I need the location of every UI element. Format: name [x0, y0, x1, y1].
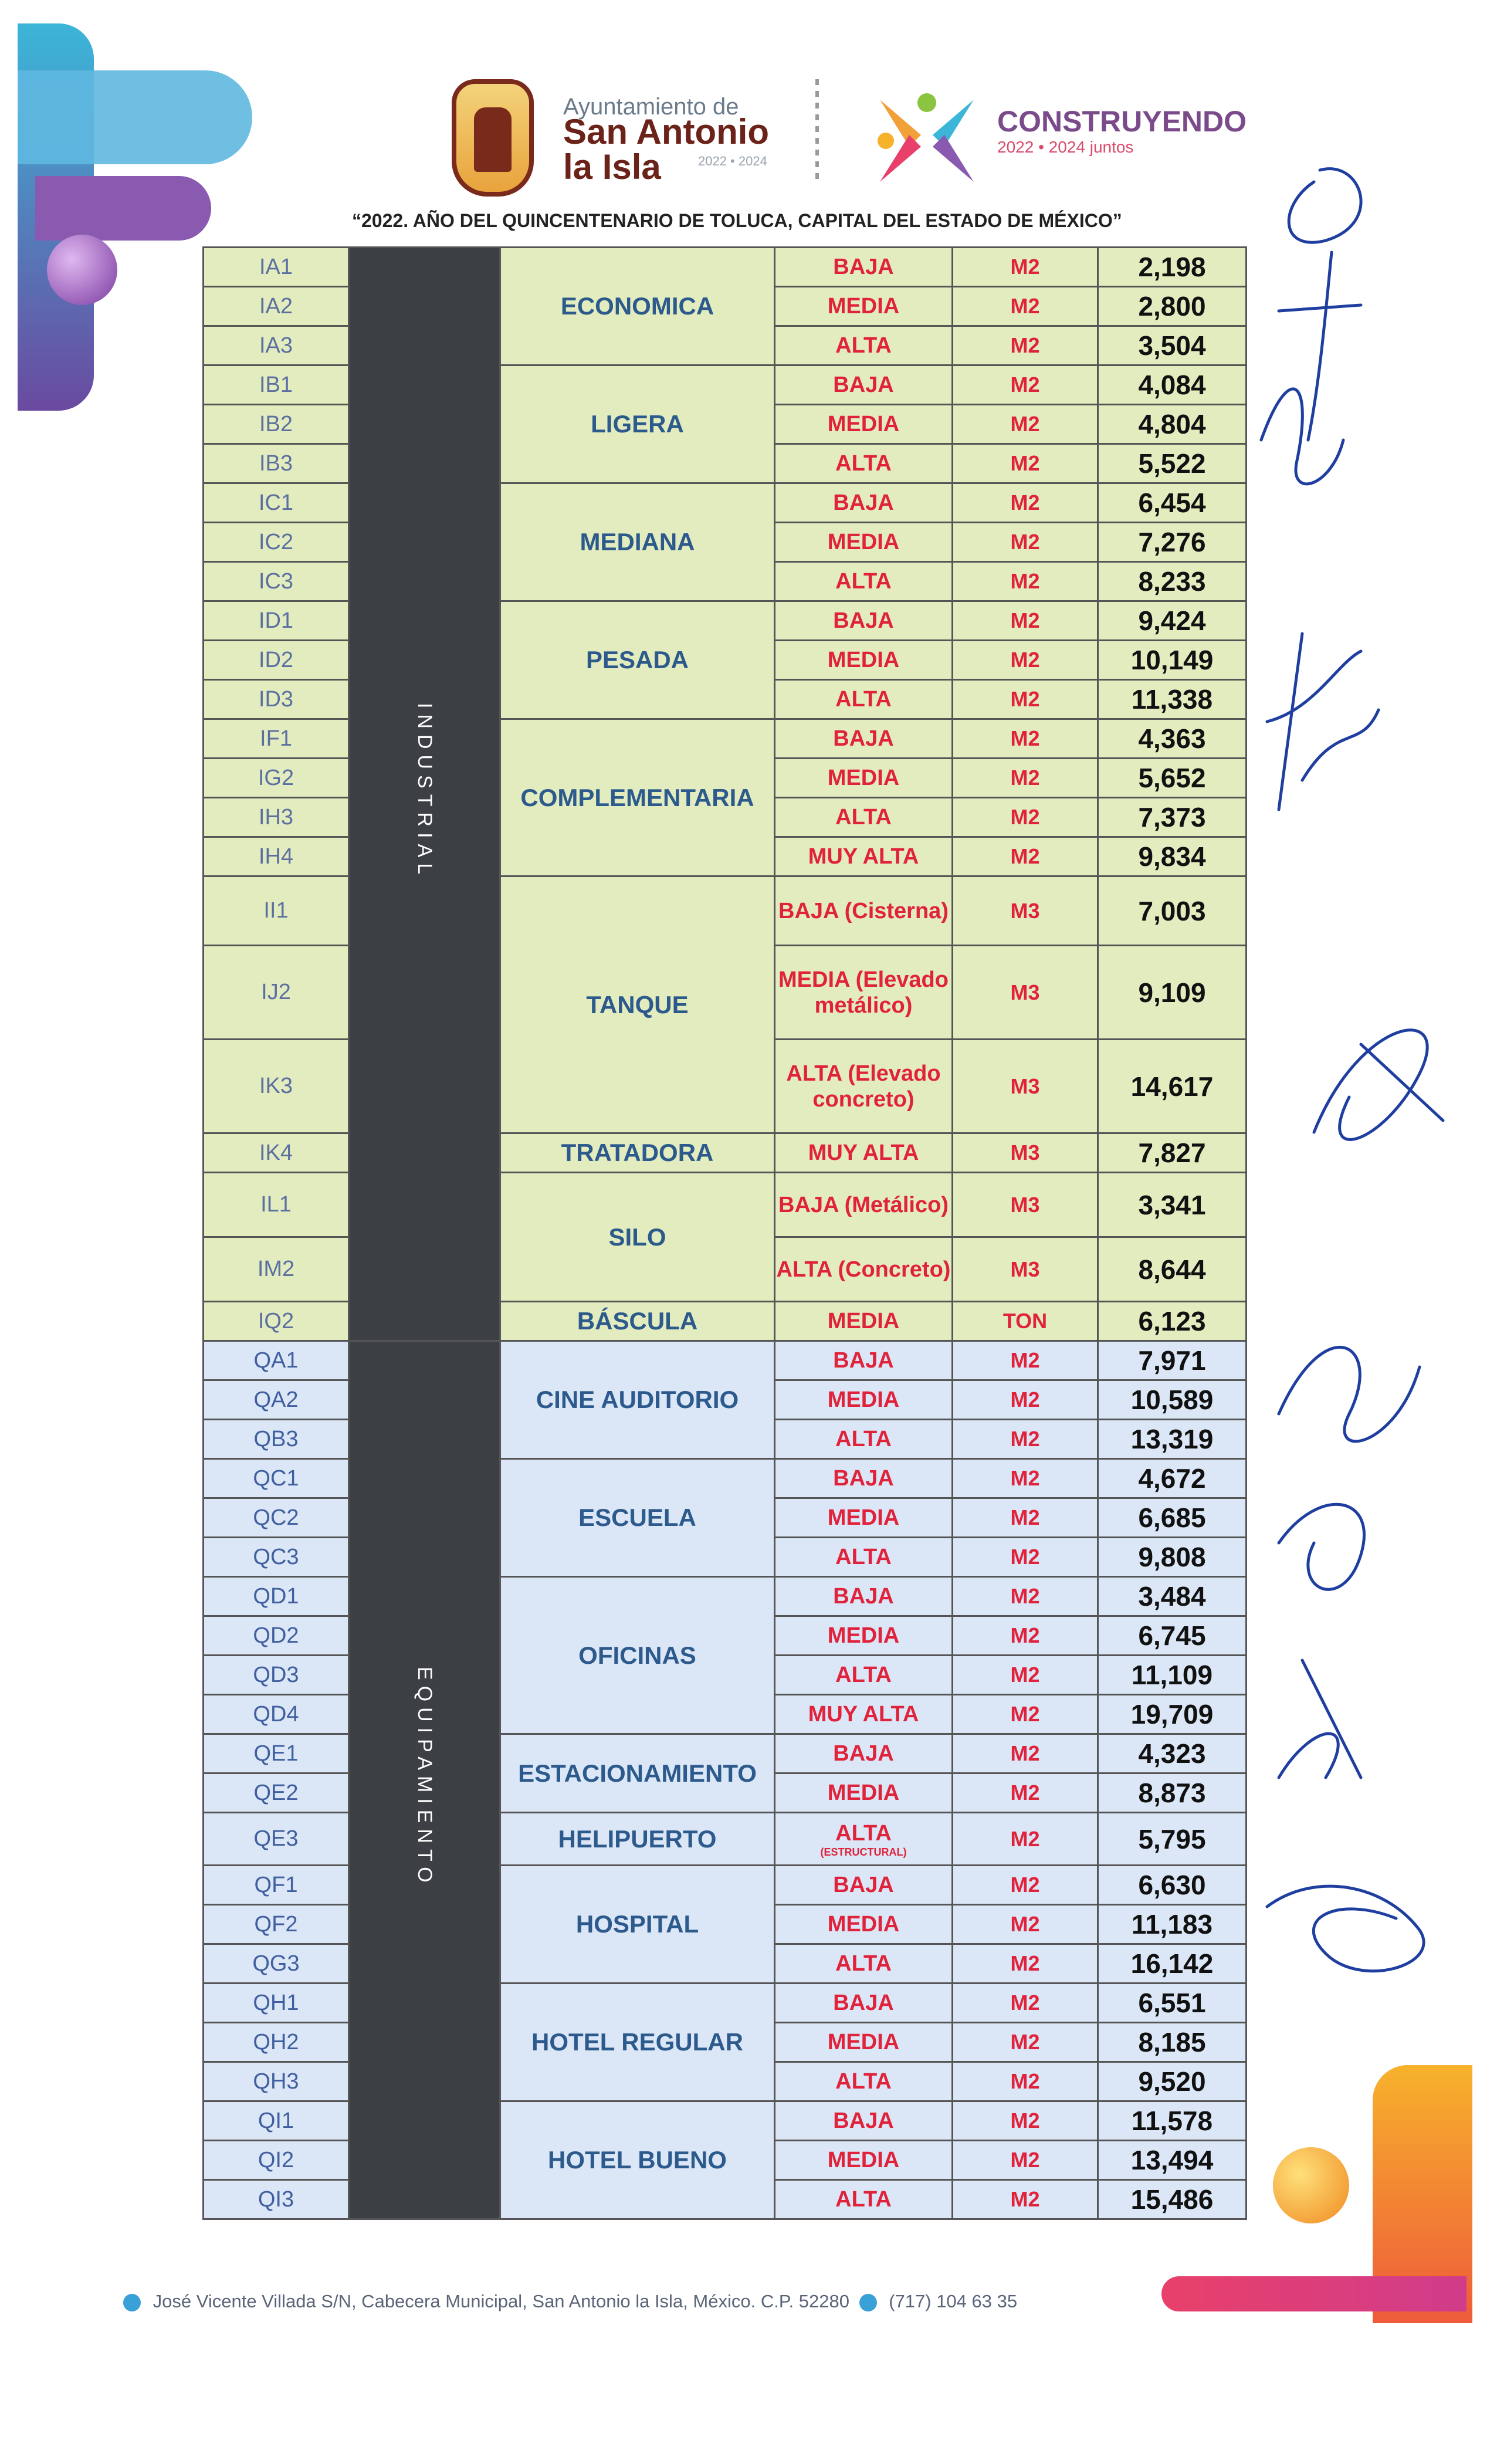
row-code: QF1	[204, 1866, 349, 1905]
row-code: IB2	[204, 405, 349, 444]
row-code: QD2	[204, 1616, 349, 1656]
row-code: IB3	[204, 444, 349, 483]
row-unit: M2	[953, 641, 1098, 680]
row-level: BAJA	[775, 483, 953, 523]
row-value: 11,109	[1098, 1656, 1247, 1695]
row-unit: M3	[953, 1173, 1098, 1237]
row-unit: M2	[953, 1459, 1098, 1498]
row-unit: M2	[953, 365, 1098, 405]
decorative-bar-bottom-right	[1161, 2276, 1466, 2311]
signature-3	[1267, 634, 1379, 810]
row-value: 8,644	[1098, 1237, 1247, 1302]
row-level: MEDIA	[775, 1773, 953, 1813]
row-code: IB1	[204, 365, 349, 405]
row-unit: M3	[953, 876, 1098, 946]
row-code: IQ2	[204, 1302, 349, 1341]
row-value: 14,617	[1098, 1040, 1247, 1133]
row-code: IF1	[204, 719, 349, 759]
row-level: MEDIA	[775, 759, 953, 798]
row-value: 9,834	[1098, 837, 1247, 876]
row-unit: M2	[953, 1773, 1098, 1813]
row-unit: M2	[953, 2101, 1098, 2141]
row-level: ALTA	[775, 798, 953, 837]
row-unit: M2	[953, 719, 1098, 759]
row-code: QD1	[204, 1577, 349, 1616]
row-unit: M2	[953, 405, 1098, 444]
row-value: 13,319	[1098, 1420, 1247, 1459]
row-code: QE3	[204, 1813, 349, 1866]
row-unit: M2	[953, 798, 1098, 837]
row-code: IL1	[204, 1173, 349, 1237]
row-unit: M3	[953, 1237, 1098, 1302]
row-level: BAJA	[775, 1577, 953, 1616]
row-value: 6,454	[1098, 483, 1247, 523]
signature-4	[1314, 1030, 1443, 1140]
sector-industrial	[349, 248, 500, 1341]
campaign-subtitle: 2022 • 2024 juntos	[997, 138, 1134, 156]
row-unit: M2	[953, 2062, 1098, 2101]
row-unit: M2	[953, 1984, 1098, 2023]
row-value: 8,873	[1098, 1773, 1247, 1813]
campaign-title: CONSTRUYENDO	[997, 105, 1247, 138]
row-level: MEDIA	[775, 1498, 953, 1538]
row-unit: M2	[953, 326, 1098, 365]
row-value: 5,652	[1098, 759, 1247, 798]
handwritten-signatures	[1244, 135, 1490, 2071]
row-level	[775, 1813, 953, 1866]
row-level: MEDIA	[775, 1302, 953, 1341]
row-unit: M3	[953, 946, 1098, 1040]
row-unit: M2	[953, 2141, 1098, 2180]
row-code: QI2	[204, 2141, 349, 2180]
row-level: ALTA	[775, 1944, 953, 1984]
row-level: MUY ALTA	[775, 1133, 953, 1173]
row-value: 3,341	[1098, 1173, 1247, 1237]
row-level: ALTA	[775, 1656, 953, 1695]
row-code: ID1	[204, 601, 349, 641]
row-code: IA2	[204, 287, 349, 326]
row-value: 4,323	[1098, 1734, 1247, 1773]
row-value: 13,494	[1098, 2141, 1247, 2180]
row-value: 4,084	[1098, 365, 1247, 405]
group-tratadora: TRATADORA	[500, 1133, 775, 1173]
row-value: 5,795	[1098, 1813, 1247, 1866]
row-value: 5,522	[1098, 444, 1247, 483]
row-value: 7,827	[1098, 1133, 1247, 1173]
row-value: 9,109	[1098, 946, 1247, 1040]
row-value: 10,149	[1098, 641, 1247, 680]
row-level: MEDIA	[775, 641, 953, 680]
row-level: MEDIA	[775, 405, 953, 444]
row-level: ALTA (Elevado concreto)	[775, 1040, 953, 1133]
location-pin-icon	[123, 2294, 141, 2311]
row-level: ALTA	[775, 2180, 953, 2219]
group-cine-auditorio: CINE AUDITORIO	[500, 1341, 775, 1459]
row-level: ALTA	[775, 2062, 953, 2101]
row-level: MEDIA (Elevado metálico)	[775, 946, 953, 1040]
row-unit: M2	[953, 1734, 1098, 1773]
row-unit: M2	[953, 601, 1098, 641]
construction-values-table	[202, 246, 1247, 2220]
row-unit: M3	[953, 1040, 1098, 1133]
row-level: BAJA	[775, 1866, 953, 1905]
row-unit: M2	[953, 1695, 1098, 1734]
row-unit: M2	[953, 1813, 1098, 1866]
row-value: 6,745	[1098, 1616, 1247, 1656]
group-ligera: LIGERA	[500, 365, 775, 483]
row-value: 8,185	[1098, 2023, 1247, 2062]
row-level: ALTA	[775, 1538, 953, 1577]
row-level-note: (ESTRUCTURAL)	[820, 1846, 907, 1858]
row-level: BAJA (Metálico)	[775, 1173, 953, 1237]
row-value: 9,808	[1098, 1538, 1247, 1577]
row-code: QH2	[204, 2023, 349, 2062]
group-escuela: ESCUELA	[500, 1459, 775, 1577]
row-level: BAJA	[775, 601, 953, 641]
row-code: IG2	[204, 759, 349, 798]
row-value: 19,709	[1098, 1695, 1247, 1734]
row-unit: M2	[953, 1866, 1098, 1905]
row-code: QA2	[204, 1380, 349, 1420]
sector-industrial-label: INDUSTRIAL	[414, 702, 436, 881]
row-value: 11,338	[1098, 680, 1247, 719]
row-unit: M2	[953, 287, 1098, 326]
row-unit: M2	[953, 444, 1098, 483]
row-level: ALTA	[775, 680, 953, 719]
row-unit: M2	[953, 1577, 1098, 1616]
row-level: MEDIA	[775, 1380, 953, 1420]
ayuntamiento-name-line-1: San Antonio	[563, 112, 770, 151]
row-value: 2,800	[1098, 287, 1247, 326]
row-unit: M2	[953, 759, 1098, 798]
group-bascula: BÁSCULA	[500, 1302, 775, 1341]
row-code: IC2	[204, 523, 349, 562]
row-code: II1	[204, 876, 349, 946]
row-unit: M2	[953, 248, 1098, 287]
ayuntamiento-name-line-2: la Isla	[563, 147, 661, 187]
group-mediana: MEDIANA	[500, 483, 775, 601]
phone-icon	[859, 2294, 877, 2311]
group-complementaria: COMPLEMENTARIA	[500, 719, 775, 876]
row-level: ALTA	[775, 326, 953, 365]
row-value: 7,971	[1098, 1341, 1247, 1380]
row-code: QD4	[204, 1695, 349, 1734]
signature-8	[1267, 1886, 1424, 1971]
row-level: BAJA	[775, 719, 953, 759]
row-level: BAJA	[775, 365, 953, 405]
group-hospital: HOSPITAL	[500, 1866, 775, 1984]
row-unit: M2	[953, 483, 1098, 523]
row-level: MEDIA	[775, 1905, 953, 1944]
row-code: IJ2	[204, 946, 349, 1040]
construyendo-logo-icon	[868, 82, 985, 199]
page-footer	[123, 2291, 1179, 2320]
table-row	[204, 1341, 1247, 1380]
row-code: ID2	[204, 641, 349, 680]
row-code: IC1	[204, 483, 349, 523]
row-level: BAJA	[775, 2101, 953, 2141]
group-silo: SILO	[500, 1173, 775, 1302]
page-tagline: “2022. AÑO DEL QUINCENTENARIO DE TOLUCA, CAPITAL DEL ESTADO DE MÉXICO”	[352, 210, 1122, 231]
row-level: MEDIA	[775, 523, 953, 562]
row-code: IM2	[204, 1237, 349, 1302]
row-level: BAJA (Cisterna)	[775, 876, 953, 946]
row-value: 8,233	[1098, 562, 1247, 601]
row-unit: M3	[953, 1133, 1098, 1173]
row-unit: M2	[953, 1341, 1098, 1380]
row-level: ALTA	[775, 444, 953, 483]
row-level: MEDIA	[775, 2023, 953, 2062]
row-code: QI3	[204, 2180, 349, 2219]
row-level: ALTA	[775, 562, 953, 601]
row-unit: M2	[953, 837, 1098, 876]
signature-5	[1279, 1347, 1420, 1441]
row-unit: M2	[953, 1380, 1098, 1420]
row-code: IC3	[204, 562, 349, 601]
row-value: 15,486	[1098, 2180, 1247, 2219]
row-value: 6,685	[1098, 1498, 1247, 1538]
row-code: IH3	[204, 798, 349, 837]
row-unit: M2	[953, 1616, 1098, 1656]
row-code: QG3	[204, 1944, 349, 1984]
row-value: 4,672	[1098, 1459, 1247, 1498]
row-unit: M2	[953, 1538, 1098, 1577]
row-level: MUY ALTA	[775, 1695, 953, 1734]
row-unit: M2	[953, 1498, 1098, 1538]
row-value: 4,804	[1098, 405, 1247, 444]
row-unit: M2	[953, 2023, 1098, 2062]
footer-phone: (717) 104 63 35	[889, 2291, 1018, 2311]
signature-7	[1279, 1660, 1361, 1778]
row-code: IK4	[204, 1133, 349, 1173]
ayuntamiento-name	[563, 114, 769, 185]
ayuntamiento-label: Ayuntamiento de	[563, 94, 739, 120]
row-value: 3,484	[1098, 1577, 1247, 1616]
row-unit: M2	[953, 1420, 1098, 1459]
footer-address: José Vicente Villada S/N, Cabecera Municipal, San Antonio la Isla, México. C.P. 52280	[153, 2291, 849, 2311]
header-divider	[815, 79, 819, 185]
row-code: QH1	[204, 1984, 349, 2023]
group-economica: ECONOMICA	[500, 248, 775, 365]
signature-6	[1279, 1504, 1364, 1589]
row-code: IA3	[204, 326, 349, 365]
row-level: ALTA (Concreto)	[775, 1237, 953, 1302]
row-unit: M2	[953, 680, 1098, 719]
row-code: IK3	[204, 1040, 349, 1133]
row-level: BAJA	[775, 1734, 953, 1773]
decorative-ball-bottom-right	[1273, 2147, 1349, 2223]
group-tanque: TANQUE	[500, 876, 775, 1133]
row-value: 7,276	[1098, 523, 1247, 562]
row-value: 3,504	[1098, 326, 1247, 365]
row-code: QE2	[204, 1773, 349, 1813]
group-hotel-bueno: HOTEL BUENO	[500, 2101, 775, 2219]
row-code: IH4	[204, 837, 349, 876]
row-value: 2,198	[1098, 248, 1247, 287]
row-value: 4,363	[1098, 719, 1247, 759]
row-unit: M2	[953, 1944, 1098, 1984]
row-value: 9,424	[1098, 601, 1247, 641]
row-level: BAJA	[775, 1341, 953, 1380]
row-unit: M2	[953, 1905, 1098, 1944]
row-code: QC3	[204, 1538, 349, 1577]
group-oficinas: OFICINAS	[500, 1577, 775, 1734]
municipal-coat-of-arms-icon	[452, 79, 534, 197]
group-estacionamiento: ESTACIONAMIENTO	[500, 1734, 775, 1813]
row-value: 9,520	[1098, 2062, 1247, 2101]
row-unit: TON	[953, 1302, 1098, 1341]
row-value: 7,003	[1098, 876, 1247, 946]
row-level: MEDIA	[775, 2141, 953, 2180]
row-code: QD3	[204, 1656, 349, 1695]
row-code: QB3	[204, 1420, 349, 1459]
row-code: QE1	[204, 1734, 349, 1773]
row-code: IA1	[204, 248, 349, 287]
sector-equipamiento	[349, 1341, 500, 2219]
row-level: BAJA	[775, 248, 953, 287]
row-level: BAJA	[775, 1984, 953, 2023]
ayuntamiento-years: 2022 • 2024	[698, 154, 767, 168]
row-value: 11,183	[1098, 1905, 1247, 1944]
row-level: MEDIA	[775, 287, 953, 326]
table-row	[204, 248, 1247, 287]
row-level: BAJA	[775, 1459, 953, 1498]
row-unit: M2	[953, 1656, 1098, 1695]
row-value: 6,630	[1098, 1866, 1247, 1905]
row-value: 6,123	[1098, 1302, 1247, 1341]
row-code: QC2	[204, 1498, 349, 1538]
row-level: MEDIA	[775, 1616, 953, 1656]
row-unit: M2	[953, 523, 1098, 562]
row-code: ID3	[204, 680, 349, 719]
row-unit: M2	[953, 2180, 1098, 2219]
row-code: QH3	[204, 2062, 349, 2101]
sector-equipamiento-label: EQUIPAMIENTO	[414, 1666, 436, 1888]
row-value: 16,142	[1098, 1944, 1247, 1984]
row-code: QA1	[204, 1341, 349, 1380]
row-code: QI1	[204, 2101, 349, 2141]
row-code: QC1	[204, 1459, 349, 1498]
group-pesada: PESADA	[500, 601, 775, 719]
signature-2	[1261, 389, 1343, 484]
group-hotel-regular: HOTEL REGULAR	[500, 1984, 775, 2101]
row-value: 7,373	[1098, 798, 1247, 837]
row-unit: M2	[953, 562, 1098, 601]
row-value: 6,551	[1098, 1984, 1247, 2023]
signature-1	[1279, 169, 1361, 440]
row-level: ALTA	[775, 1420, 953, 1459]
row-level-label: ALTA	[835, 1820, 892, 1846]
group-helipuerto: HELIPUERTO	[500, 1813, 775, 1866]
row-value: 10,589	[1098, 1380, 1247, 1420]
row-value: 11,578	[1098, 2101, 1247, 2141]
row-level: MUY ALTA	[775, 837, 953, 876]
row-code: QF2	[204, 1905, 349, 1944]
